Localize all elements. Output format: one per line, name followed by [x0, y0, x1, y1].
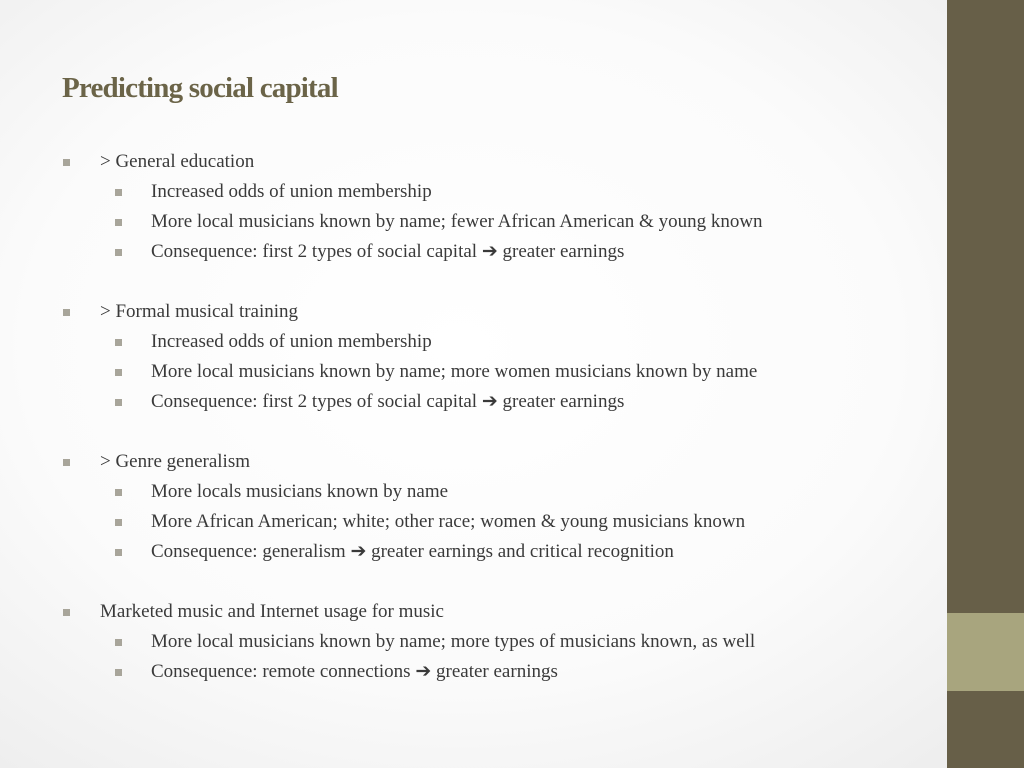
bullet-heading: Marketed music and Internet usage for music — [100, 601, 444, 622]
bullet-text: Consequence: remote connections — [151, 661, 411, 682]
bullet-level2 — [0, 180, 940, 210]
bullet-text: Consequence: first 2 types of social capital — [151, 391, 478, 412]
bullet-group-general-education — [0, 150, 940, 270]
bullet-level2 — [0, 390, 940, 420]
bullet-text: More local musicians known by name; more types of musicians known, as well — [151, 631, 756, 652]
square-bullet-icon — [63, 459, 70, 466]
bullet-text: Increased odds of union membership — [151, 181, 432, 202]
bullet-group-genre-generalism — [0, 450, 940, 570]
bullet-level2 — [0, 510, 940, 540]
square-bullet-icon — [63, 309, 70, 316]
square-bullet-icon — [115, 489, 122, 496]
bullet-level2 — [0, 480, 940, 510]
square-bullet-icon — [115, 369, 122, 376]
bullet-text: More African American; white; other race; women & young musicians known — [151, 511, 746, 532]
square-bullet-icon — [115, 639, 122, 646]
bullet-level2 — [0, 660, 940, 690]
square-bullet-icon — [115, 669, 122, 676]
bullet-level2 — [0, 360, 940, 390]
bullet-heading: > Formal musical training — [100, 301, 299, 322]
arrow-right-icon: ➔ — [481, 391, 498, 412]
square-bullet-icon — [115, 519, 122, 526]
bullet-text: Increased odds of union membership — [151, 331, 432, 352]
slide-title: Predicting social capital — [62, 72, 338, 104]
bullet-text: Consequence: generalism — [151, 541, 346, 562]
bullet-level2 — [0, 210, 940, 240]
square-bullet-icon — [115, 249, 122, 256]
bullet-level2 — [0, 240, 940, 270]
bullet-text: greater earnings — [502, 241, 625, 262]
arrow-right-icon: ➔ — [350, 541, 367, 562]
bullet-text: More locals musicians known by name — [151, 481, 449, 502]
bullet-text: greater earnings — [502, 391, 625, 412]
bullet-level1 — [0, 150, 940, 180]
bullet-level2 — [0, 630, 940, 660]
square-bullet-icon — [115, 399, 122, 406]
bullet-heading: > General education — [100, 151, 255, 172]
bullet-level1 — [0, 300, 940, 330]
bullet-text: greater earnings — [436, 661, 558, 682]
square-bullet-icon — [115, 219, 122, 226]
square-bullet-icon — [115, 339, 122, 346]
square-bullet-icon — [63, 159, 70, 166]
bullet-level2 — [0, 540, 940, 570]
square-bullet-icon — [63, 609, 70, 616]
bullet-text: Consequence: first 2 types of social capital — [151, 241, 478, 262]
bullet-level2 — [0, 330, 940, 360]
square-bullet-icon — [115, 549, 122, 556]
square-bullet-icon — [115, 189, 122, 196]
bullet-text: More local musicians known by name; more women musicians known by name — [151, 361, 758, 382]
bullet-level1 — [0, 450, 940, 480]
sidebar-band — [947, 0, 1024, 768]
bullet-group-formal-training — [0, 300, 940, 420]
bullet-group-marketed-music — [0, 600, 940, 690]
bullet-text: greater earnings and critical recognition — [371, 541, 674, 562]
slide-content — [0, 150, 940, 720]
bullet-heading: > Genre generalism — [100, 451, 250, 472]
bullet-level1 — [0, 600, 940, 630]
bullet-text: More local musicians known by name; fewer African American & young known — [151, 211, 763, 232]
arrow-right-icon: ➔ — [415, 661, 432, 682]
arrow-right-icon: ➔ — [481, 241, 498, 262]
sidebar-accent-block — [947, 613, 1024, 691]
